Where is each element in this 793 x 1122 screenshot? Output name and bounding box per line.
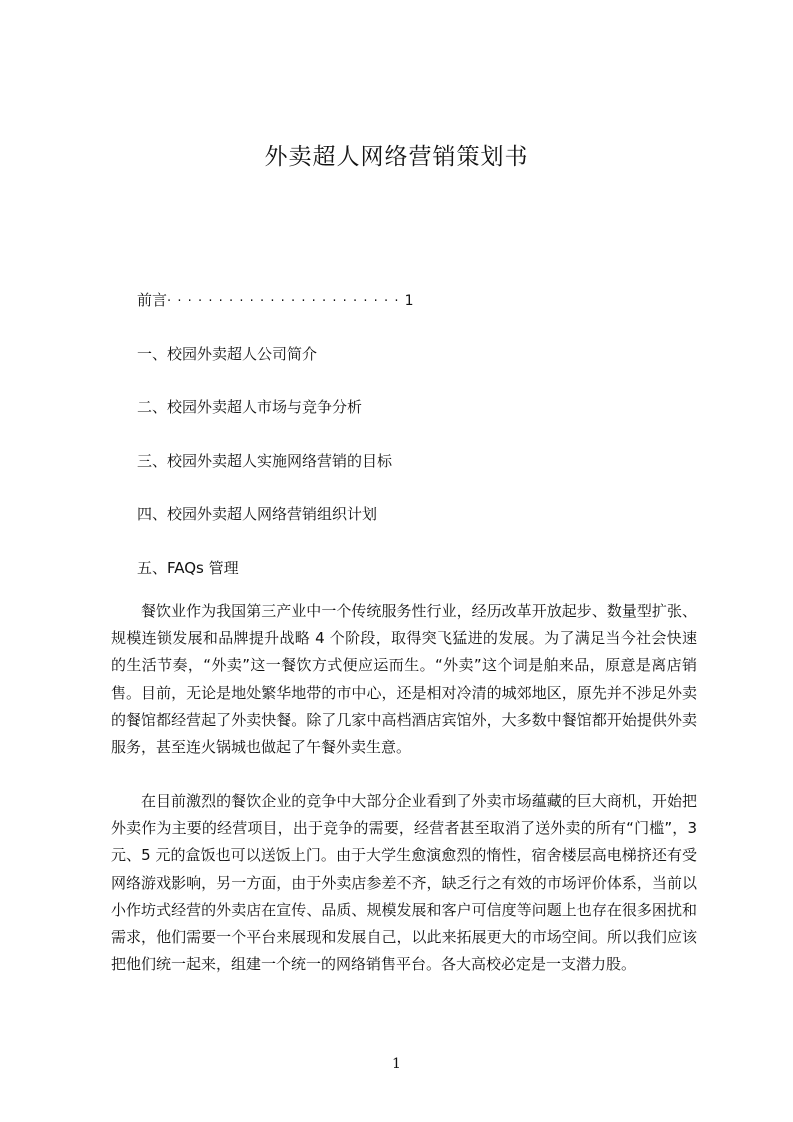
toc-item-label: 四、校园外卖超人网络营销组织计划 (137, 505, 378, 524)
toc-item-company-intro (137, 342, 697, 366)
toc-item-label: 三、校园外卖超人实施网络营销的目标 (137, 451, 393, 470)
toc-item-organization-plan (137, 502, 697, 526)
toc-item-label: 五、FAQs 管理 (137, 558, 239, 577)
toc-item-label: 一、校园外卖超人公司简介 (137, 344, 318, 363)
toc-page-number: 1 (404, 293, 414, 309)
toc-item-label: 二、校园外卖超人市场与竞争分析 (137, 398, 363, 417)
page-number: 1 (392, 1056, 401, 1072)
toc-item-market-analysis (137, 395, 697, 419)
document-title: 外卖超人网络营销策划书 (264, 144, 529, 170)
body-paragraph-2: 在目前激烈的餐饮企业的竞争中大部分企业看到了外卖市场蕴藏的巨大商机，开始把外卖作为主要的经营项目，出于竞争的需要，经营者甚至取消了送外卖的所有“门槛”，3 元、5 元的盒饭也可以送饭上门。由于大学生愈演愈烈的惰性，宿舍楼层高电梯挤还有受网络游戏影响，另一方面，由于外卖店参差不齐，缺乏行之有效的市场评价体系，当前以小作坊式经营的外卖店在宣传、品质、规模发展和客户可信度等问题上也存在很多困扰和需求，他们需要一个平台来展现和发展自己，以此来拓展更大的市场空间。所以我们应该把他们统一起来，组建一个统一的网络销售平台。各大高校必定是一支潜力股。 (111, 792, 697, 974)
toc-item-marketing-goals (137, 449, 697, 473)
toc-item-faqs (137, 556, 697, 580)
toc-item-label: 前言 (137, 291, 168, 309)
toc-item-preface (137, 288, 697, 312)
body-paragraph-1: 餐饮业作为我国第三产业中一个传统服务性行业，经历改革开放起步、数量型扩张、规模连锁发展和品牌提升战略 4 个阶段，取得突飞猛进的发展。为了满足当今社会快速的生活节奏，“外卖”这一餐饮方式便应运而生。“外卖”这个词是舶来品，原意是离店销售。目前，无论是地处繁华地带的市中心，还是相对冷清的城郊地区，原先并不涉足外卖的餐馆都经营起了外卖快餐。除了几家中高档酒店宾馆外，大多数中餐馆都开始提供外卖服务，甚至连火锅城也做起了午餐外卖生意。 (111, 602, 697, 757)
toc-leader-dots: ······················· (167, 294, 405, 309)
table-of-contents (137, 288, 697, 610)
